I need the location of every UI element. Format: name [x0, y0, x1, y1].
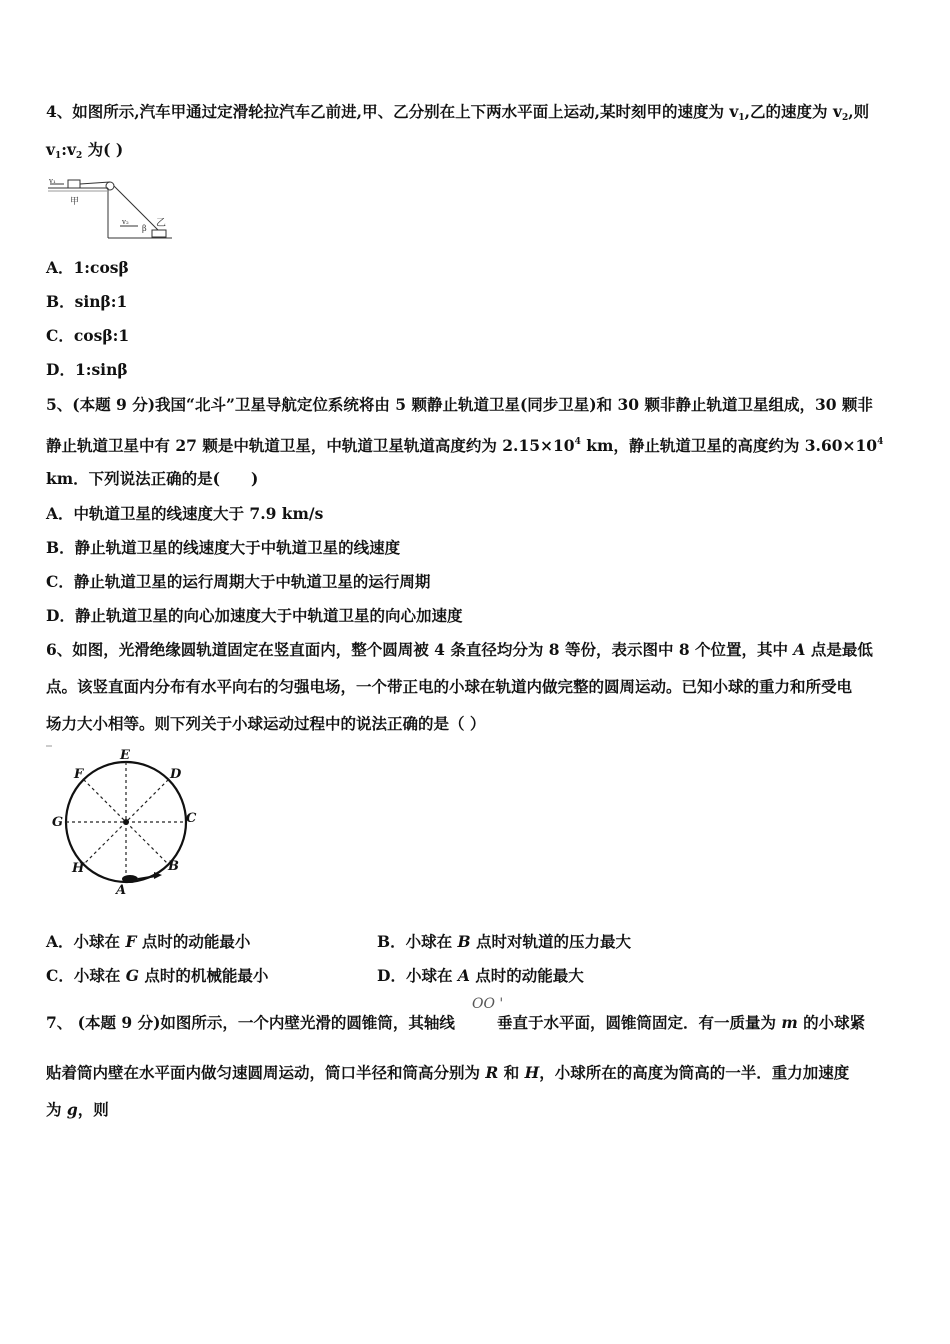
q6-label-h: H	[72, 861, 85, 876]
q6-label-a: A	[116, 883, 127, 898]
q6-option-a[interactable]: A．小球在 F 点时的动能最小	[46, 932, 251, 951]
q6-stem-line3: 场力大小相等。则下列关于小球运动过程中的说法正确的是（ ）	[46, 714, 486, 733]
q4-stem-line1: 4、如图所示,汽车甲通过定滑轮拉汽车乙前进,甲、乙分别在上下两水平面上运动,某时刻甲的速度为 $v_1$,乙的速度为 $v_2$,则	[46, 102, 870, 123]
q6-stem-line2: 点。该竖直面内分布有水平向右的匀强电场，一个带正电的小球在轨道内做完整的圆周运动。已知小球的重力和所受电	[46, 677, 853, 696]
q5-option-b[interactable]: B．静止轨道卫星的线速度大于中轨道卫星的线速度	[46, 538, 401, 557]
q5-option-a[interactable]: A．中轨道卫星的线速度大于 7.9 km/s	[46, 504, 324, 523]
q4-label-jia: 甲	[70, 197, 80, 207]
q5-option-d[interactable]: D．静止轨道卫星的向心加速度大于中轨道卫星的向心加速度	[46, 606, 463, 625]
q5-stem-line1: 5、(本题 9 分)我国“北斗”卫星导航定位系统将由 5 颗静止轨道卫星(同步卫星)和 30 颗非静止轨道卫星组成，30 颗非	[46, 395, 873, 414]
q4-label-beta: β	[142, 224, 147, 233]
q5-stem-line2: 静止轨道卫星中有 27 颗是中轨道卫星，中轨道卫星轨道高度约为 $2.15\times 10^4$ km，静止轨道卫星的高度约为 $3.60\times 10^4$	[46, 436, 884, 455]
q5-stem-line3: km．下列说法正确的是( )	[46, 469, 259, 488]
q4-pulley-figure	[46, 174, 174, 240]
q7-stem-line2: 贴着筒内壁在水平面内做匀速圆周运动，筒口半径和筒高分别为 R 和 H，小球所在的高度为筒高的一半．重力加速度	[46, 1063, 850, 1082]
q7-stem-line1: 7、 (本题 9 分)如图所示，一个内壁光滑的圆锥筒，其轴线 垂直于水平面，圆锥筒固定．有一质量为 m 的小球紧	[46, 1013, 866, 1032]
q6-option-c[interactable]: C．小球在 G 点时的机械能最小	[46, 966, 269, 985]
q6-label-c: C	[186, 811, 197, 826]
q4-option-a[interactable]: A．1:cosβ	[46, 258, 129, 277]
q7-stem-line3: 为 g，则	[46, 1100, 109, 1119]
q4-label-v2: v₂	[122, 218, 129, 226]
q6-label-e: E	[120, 748, 130, 763]
q6-stem-line1: 6、如图，光滑绝缘圆轨道固定在竖直面内，整个圆周被 4 条直径均分为 8 等份，表示图中 8 个位置，其中 A 点是最低	[46, 640, 873, 659]
q4-stem-line2: $v_1:v_2$ 为( )	[46, 140, 124, 161]
q7-axis-oo: OO '	[472, 996, 504, 1012]
q6-label-d: D	[170, 767, 182, 782]
q6-ball	[122, 875, 138, 883]
q6-circle-track-figure	[46, 742, 206, 898]
q5-option-c[interactable]: C．静止轨道卫星的运行周期大于中轨道卫星的运行周期	[46, 572, 431, 591]
q6-option-b[interactable]: B．小球在 B 点时对轨道的压力最大	[377, 932, 632, 951]
q6-label-f: F	[74, 767, 84, 782]
q4-label-yi: 乙	[156, 218, 166, 229]
q6-label-g: G	[52, 815, 64, 830]
q4-option-b[interactable]: B．sinβ:1	[46, 292, 128, 311]
q6-option-d[interactable]: D．小球在 A 点时的动能最大	[377, 966, 584, 985]
q4-label-v1: v₁	[49, 177, 56, 185]
q4-option-c[interactable]: C．cosβ:1	[46, 326, 130, 345]
q4-option-d[interactable]: D．1:sinβ	[46, 360, 128, 379]
q6-label-b: B	[168, 859, 179, 874]
